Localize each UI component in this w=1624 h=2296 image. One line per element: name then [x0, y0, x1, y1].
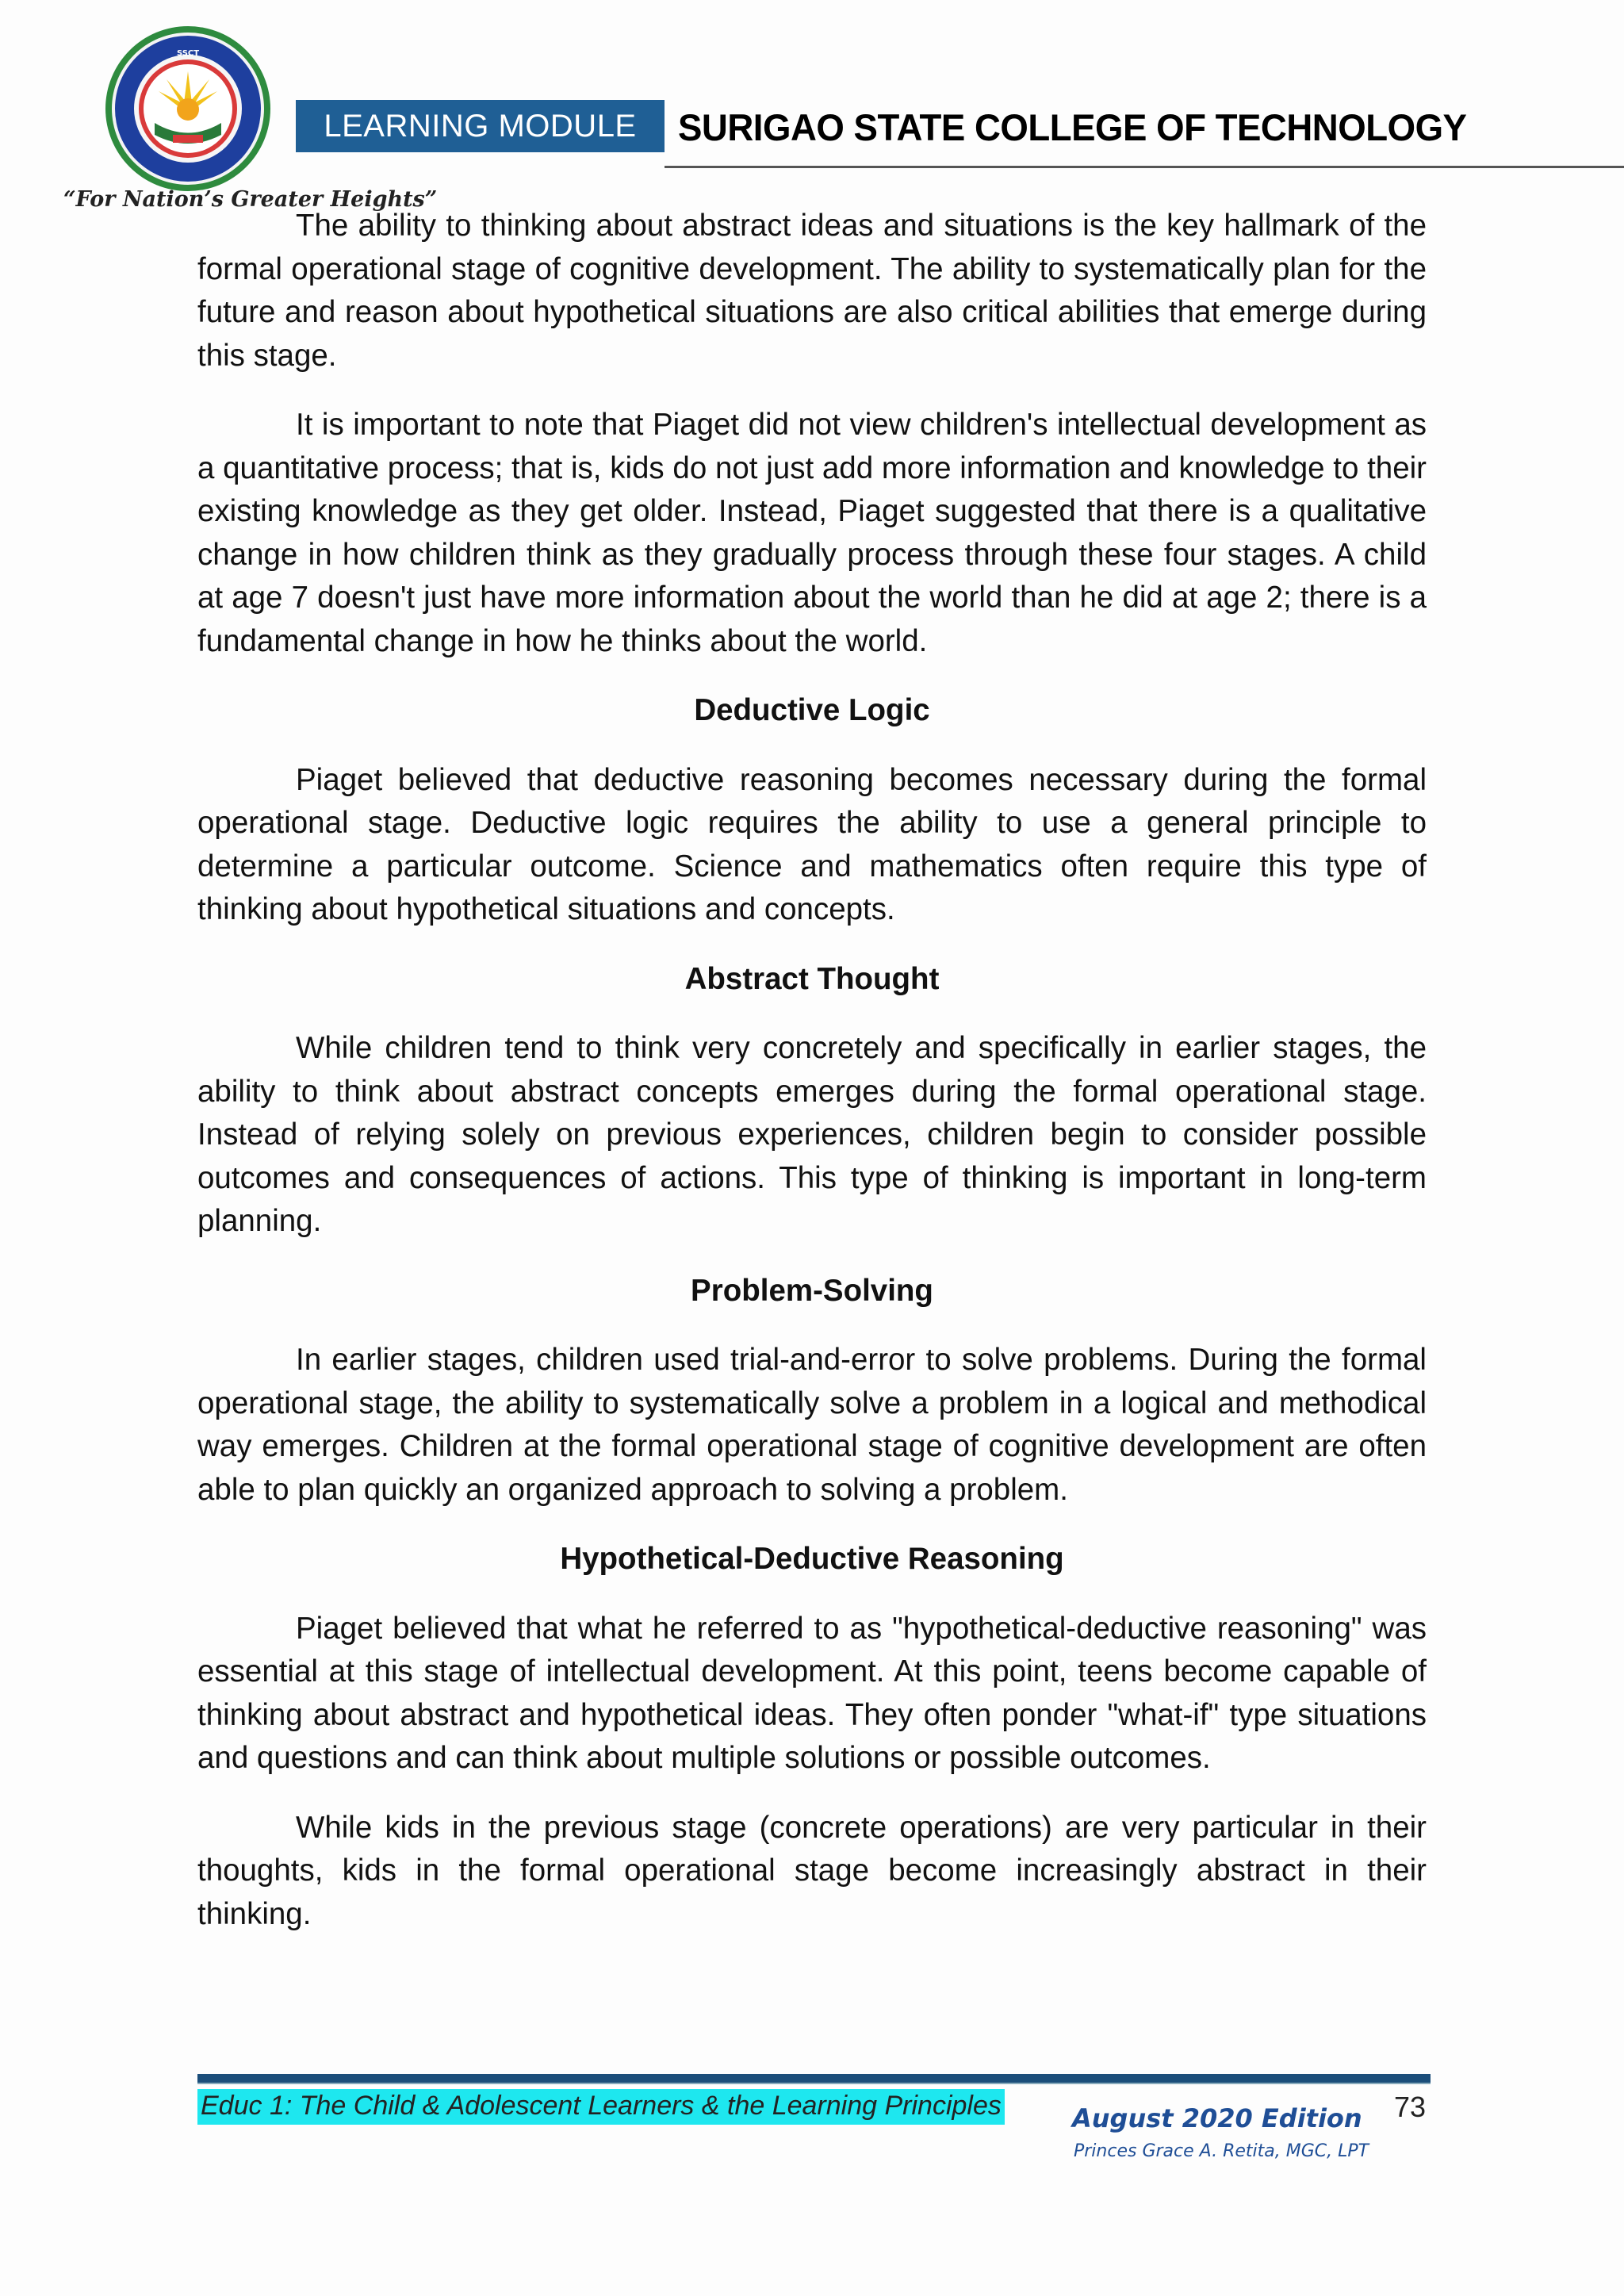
paragraph: Piaget believed that what he referred to as "hypothetical-deductive reasoning" was essential at this stage of intellectual development. At this point, teens become capable of thinking about abstract and hypothetical ideas. They often ponder "what-if" type situations and questions and can think about multiple solutions or possible outcomes.	[197, 1611, 1427, 1775]
college-seal-logo	[103, 24, 274, 194]
svg-text:SSCT: SSCT	[176, 49, 200, 58]
learning-module-label: LEARNING MODULE	[296, 100, 665, 152]
footer-divider	[197, 2074, 1431, 2084]
header-divider	[665, 166, 1624, 168]
paragraph: While kids in the previous stage (concrete operations) are very particular in their thoughts, kids in the formal operational stage become increasingly abstract in their thinking.	[197, 1810, 1427, 1931]
module-body	[197, 205, 1427, 1962]
edition-label: August 2020 Edition	[1072, 2103, 1362, 2133]
page-number: 73	[1394, 2091, 1427, 2123]
paragraph: In earlier stages, children used trial-and-error to solve problems. During the formal operational stage, the ability to systematically solve a problem in a logical and methodical way emerges. Children at the formal operational stage of cognitive development are often able to plan quickly an organized approach to solving a problem.	[197, 1343, 1427, 1507]
college-motto: “For Nation’s Greater Heights”	[63, 187, 438, 212]
author-credit: Princes Grace A. Retita, MGC, LPT	[1074, 2141, 1369, 2161]
course-title: Educ 1: The Child & Adolescent Learners & the Learning Principles	[197, 2089, 1005, 2125]
institution-title: SURIGAO STATE COLLEGE OF TECHNOLOGY	[678, 106, 1467, 148]
paragraph: While children tend to think very concretely and specifically in earlier stages, the ability to think about abstract concepts emerges during the formal operational stage. Instead of relying solely on previous experiences, children begin to consider possible outcomes and consequences of actions. This type of thinking is important in long-term planning.	[197, 1031, 1427, 1238]
section-heading-problem-solving: Problem-Solving	[691, 1273, 933, 1308]
section-heading-abstract-thought: Abstract Thought	[684, 961, 940, 996]
section-heading-deductive-logic: Deductive Logic	[694, 693, 930, 727]
paragraph: The ability to thinking about abstract ideas and situations is the key hallmark of the formal operational stage of cognitive development. The ability to systematically plan for the future and reason about hypothetical situations are also critical abilities that emerge during this stage.	[197, 209, 1427, 373]
section-heading-hypothetical-deductive: Hypothetical-Deductive Reasoning	[560, 1542, 1064, 1576]
paragraph: It is important to note that Piaget did not view children's intellectual development as a quantitative process; that is, kids do not just add more information and knowledge to their existing knowledge as they get older. Instead, Piaget suggested that there is a qualitative change in how children think as they gradually process through these four stages. A child at age 7 doesn't just have more information about the world than he did at age 2; there is a fundamental change in how he thinks about the world.	[197, 408, 1427, 658]
paragraph: Piaget believed that deductive reasoning becomes necessary during the formal operational stage. Deductive logic requires the ability to use a general principle to determine a particular outcome. Science and mathematics often require this type of thinking about hypothetical situations and concepts.	[197, 762, 1427, 926]
